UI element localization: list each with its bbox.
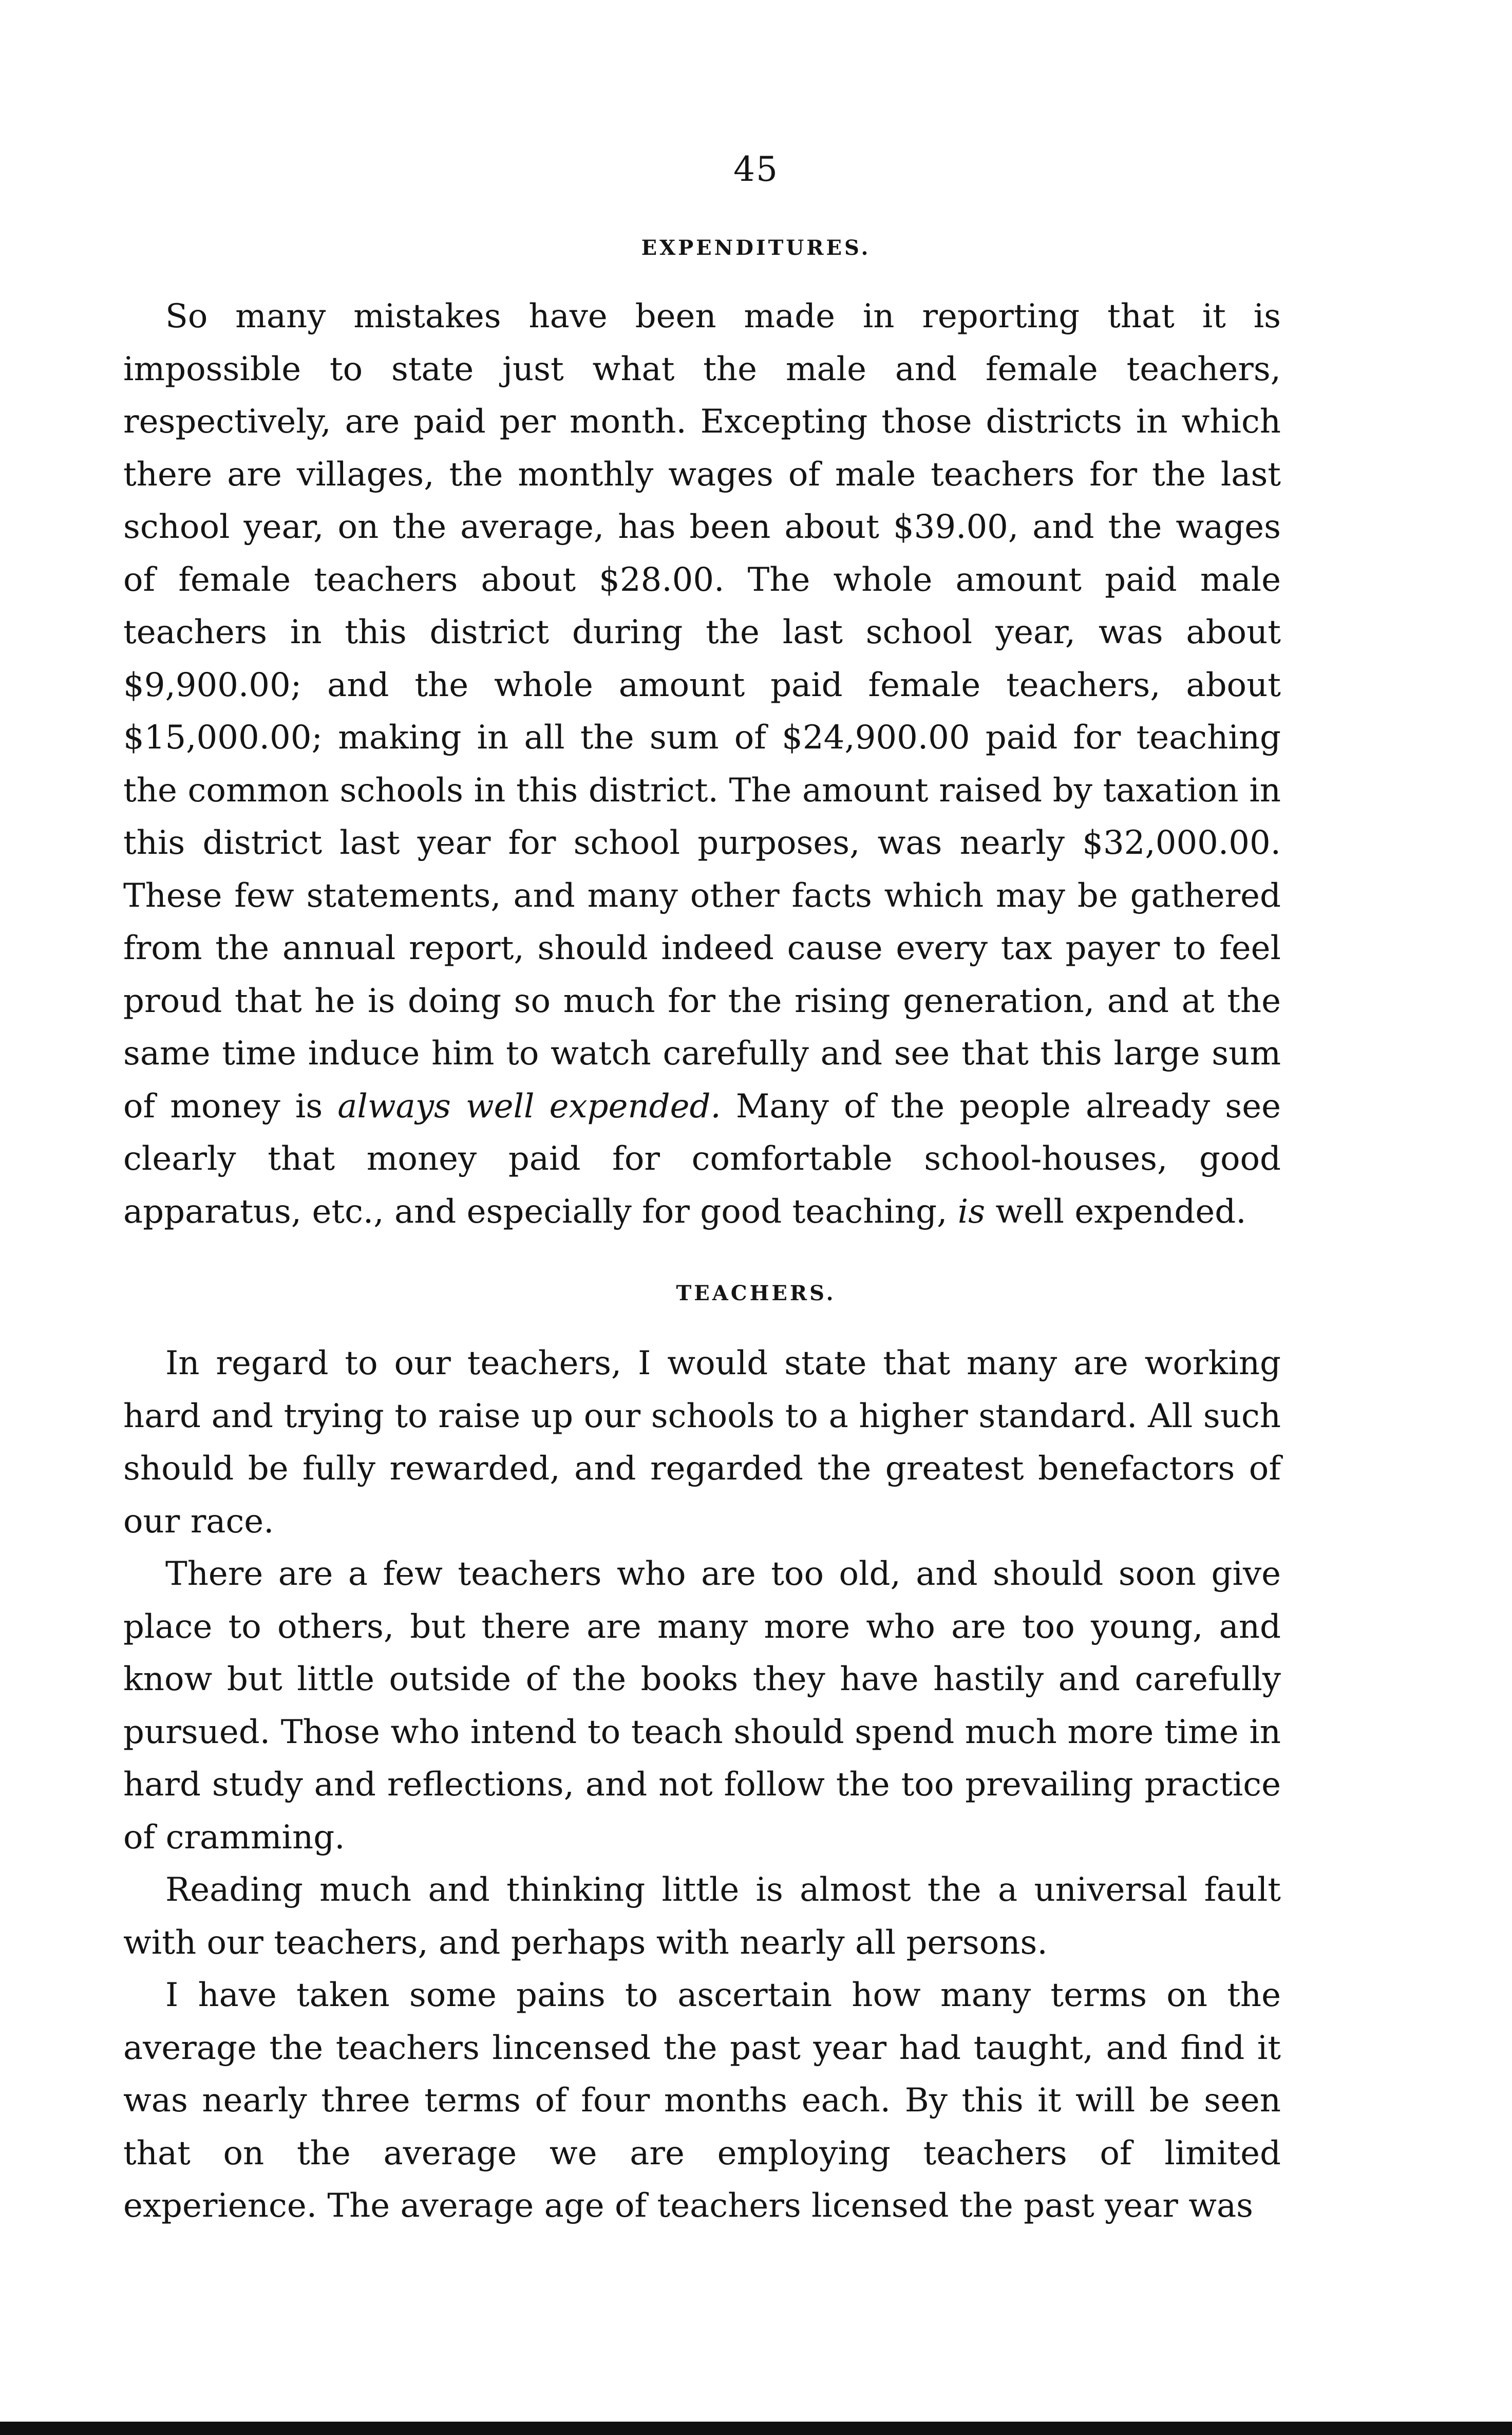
expenditures-text-end: well expended.: [985, 1192, 1246, 1231]
expenditures-emphasis-is: is: [957, 1192, 986, 1231]
teachers-paragraph-1: In regard to our teachers, I would state that many are working hard and trying to raise up our schools to a higher standard. All such should be fully rewarded, and regarded the greatest benefactors of our race.: [123, 1344, 1281, 1541]
teachers-paragraph-4: I have taken some pains to ascertain how many terms on the average the teachers lincensed the past year had taught, and find it was nearly three terms of four months each. By this it will be seen that on the average we are employing teachers of limited experience. The average age of teachers licensed the past year was: [123, 1976, 1281, 2225]
expenditures-section: [123, 290, 1281, 1238]
teachers-section: [123, 1337, 1281, 2233]
teachers-paragraph-2: There are a few teachers who are too old, and should soon give place to others, but there are many more who are too young, and know but little outside of the books they have hastily and carefully pursued. Those who intend to teach should spend much more time in hard study and reflections, and not follow the too prevailing practice of cramming.: [123, 1555, 1281, 1857]
expenditures-text-middle: Many of the people already see clearly that money paid for comfortable school-houses, good apparatus, etc., and especially for good teaching,: [123, 1087, 1281, 1231]
section-heading-teachers: TEACHERS.: [676, 1281, 836, 1305]
teachers-paragraph-3: Reading much and thinking little is almost the a universal fault with our teachers, and perhaps with nearly all persons.: [123, 1871, 1281, 1962]
expenditures-emphasis-always-well-expended: always well expended.: [337, 1087, 721, 1126]
page-number: 45: [733, 149, 779, 189]
bottom-page-rule: [0, 2422, 1512, 2435]
expenditures-paragraph: [123, 290, 1281, 1238]
section-heading-expenditures: EXPENDITURES.: [641, 236, 871, 260]
expenditures-text-start: So many mistakes have been made in reporting that it is impossible to state just what the male and female teachers, respectively, are paid per month. Excepting those districts in which there are villages, the monthly wages of male teachers for the last school year, on the average, has been about $39.00, and the wages of female teachers about $28.00. The whole amount paid male teachers in this district during the last school year, was about $9,900.00; and the whole amount paid female teachers, about $15,000.00; making in all the sum of $24,900.00 paid for teaching the common schools in this district. The amount raised by taxation in this district last year for school purposes, was nearly $32,000.00. These few statements, and many other facts which may be gathered from the annual report, should indeed cause every tax payer to feel proud that he is doing so much for the rising generation, and at the same time induce him to watch carefully and see that this large sum of money is: [123, 297, 1281, 1126]
